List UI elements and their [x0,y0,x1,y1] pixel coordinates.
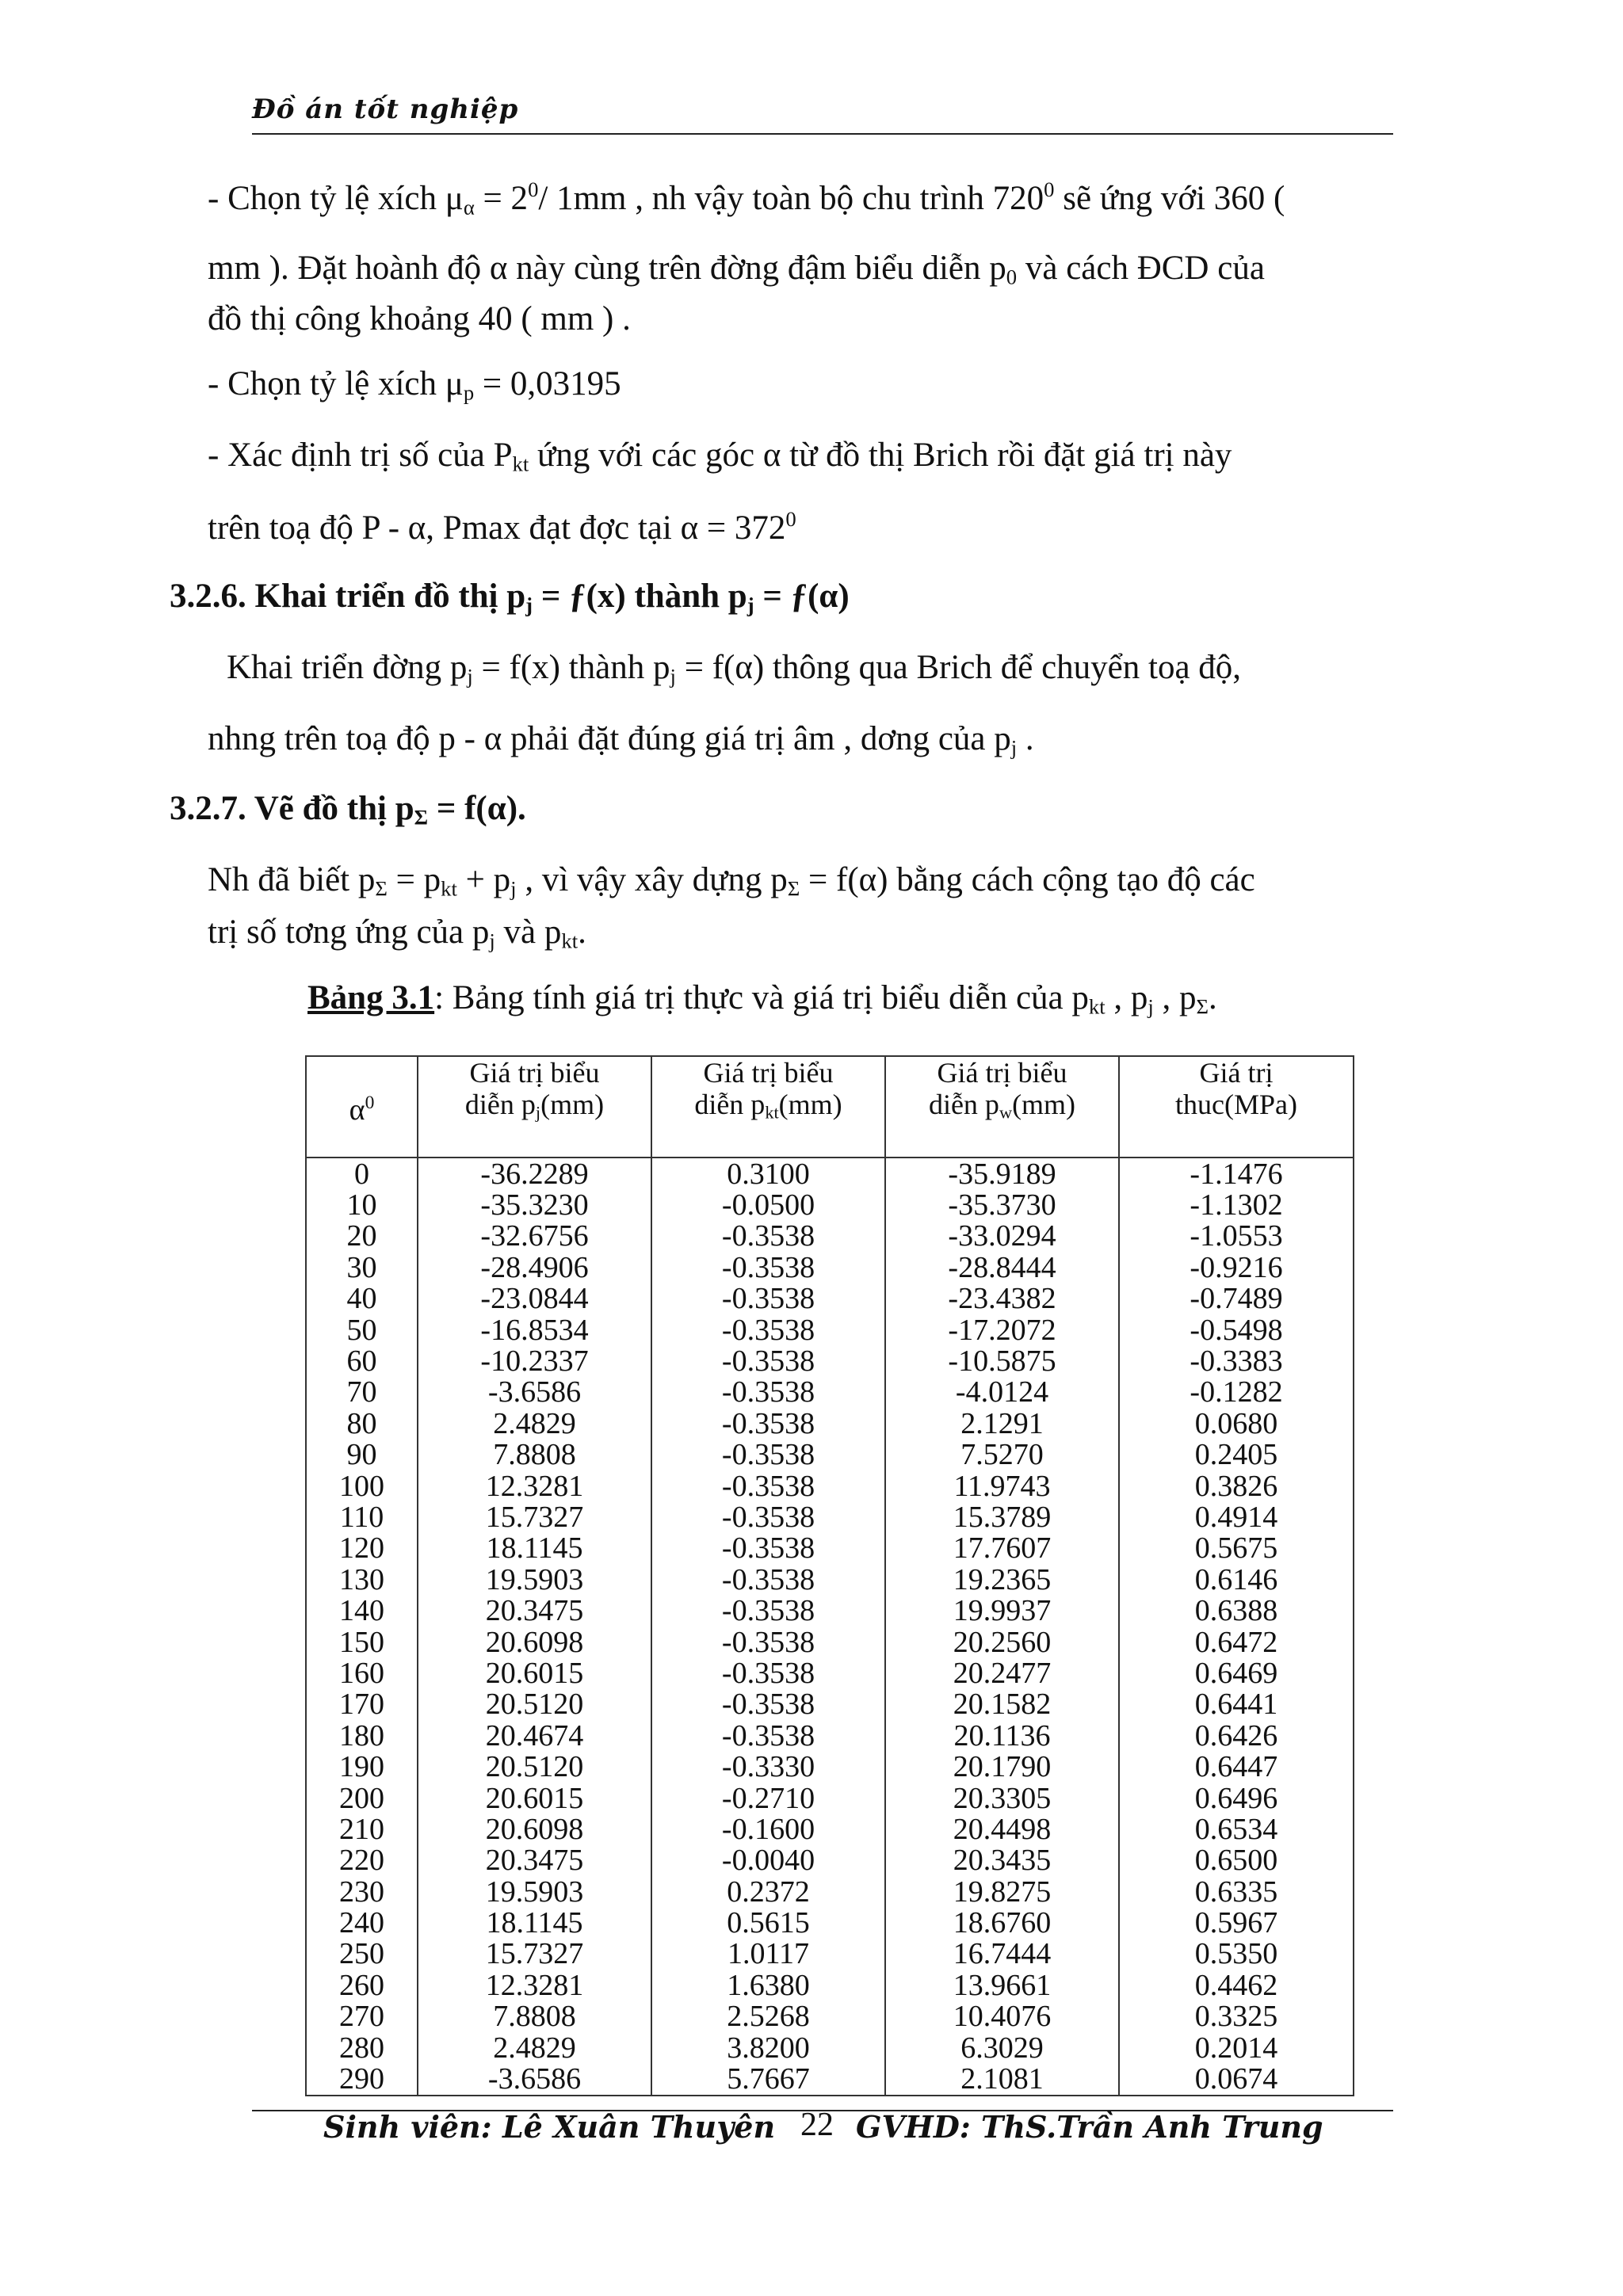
table-cell: 260 [306,1970,418,2000]
table-cell: -0.3538 [651,1440,885,1470]
page-header [252,93,1393,125]
table-cell: -0.1282 [1119,1377,1354,1408]
table-cell: 19.2365 [885,1564,1119,1595]
paragraph-sign-pj: nhng trên toạ độ p - α phải đặt đúng giá trị âm , dơng của $p_j$ . [208,720,1034,760]
table-cell: 20.2477 [885,1657,1119,1688]
table-cell: 17.7607 [885,1533,1119,1564]
table-header-row [306,1056,1354,1158]
table-cell: 18.1145 [418,1907,651,1938]
table-row [306,1845,1354,1876]
table-row [306,1501,1354,1532]
table-cell: -33.0294 [885,1221,1119,1252]
table-row [306,1221,1354,1252]
table-row [306,2001,1354,2032]
header-pj: Giá trị biểu diễn $p_j(mm)$ [418,1056,651,1158]
table-row [306,1252,1354,1283]
table-row [306,1689,1354,1720]
table-cell: 18.1145 [418,1533,651,1564]
paragraph-pmax: trên toạ độ P - α, Pmax đạt đợc tại $\alpha = 372^0$ [208,507,796,547]
table-cell: -0.3538 [651,1408,885,1439]
table-cell: -17.2072 [885,1314,1119,1345]
table-cell: -1.0553 [1119,1221,1354,1252]
table-row [306,1970,1354,2000]
table-cell: 20.1582 [885,1689,1119,1720]
table-cell: -0.3538 [651,1283,885,1314]
table-cell: 240 [306,1907,418,1938]
table-cell: 7.5270 [885,1440,1119,1470]
paragraph-pkt: - Xác định trị số của $P_{kt}$ ứng với các góc α từ đồ thị Brich rồi đặt giá trị này [208,437,1232,476]
table-cell: 0.5615 [651,1907,885,1938]
table-cell: 0.0674 [1119,2063,1354,2095]
table-cell: 2.5268 [651,2001,885,2032]
table-cell: -0.3538 [651,1689,885,1720]
table-cell: -32.6756 [418,1221,651,1252]
table-cell: -0.3538 [651,1501,885,1532]
table-cell: 220 [306,1845,418,1876]
table-cell: -0.3538 [651,1657,885,1688]
table-cell: 160 [306,1657,418,1688]
table-cell: 20.5120 [418,1751,651,1782]
table-caption: Bảng 3.1: Bảng tính giá trị thực và giá trị biểu diễn của $p_{kt}$ , $p_j$ , $p_\Sigma$. [307,979,1217,1019]
table-cell: 2.1291 [885,1408,1119,1439]
table-cell: 170 [306,1689,418,1720]
header-title: Đồ án tốt nghiệp [252,93,519,125]
table-cell: 7.8808 [418,1440,651,1470]
table-row [306,1345,1354,1376]
table-row [306,1470,1354,1501]
header-alpha: $\alpha^0$ [306,1056,418,1158]
table-cell: -0.3538 [651,1345,885,1376]
paragraph-psum: Nh đã biết $p_\Sigma = p_{kt} + p_j$ , vì vậy xây dựng $p_\Sigma = f(\alpha)$ bằng cách cộng tạo độ các [208,861,1255,901]
table-cell: 70 [306,1377,418,1408]
table-cell: 3.8200 [651,2032,885,2063]
table-cell: 0.6146 [1119,1564,1354,1595]
table-cell: 130 [306,1564,418,1595]
footer-advisor: GVHD: ThS.Trần Anh Trung [856,2109,1323,2145]
table-cell: -0.3538 [651,1252,885,1283]
table-cell: 16.7444 [885,1939,1119,1970]
table-cell: 150 [306,1627,418,1657]
heading-3-2-6: 3.2.6. Khai triển đồ thị $p_j$ = ƒ(x) thành $p_j$ = ƒ(α) [170,578,850,617]
table-cell: 20.6098 [418,1814,651,1844]
table-cell: 100 [306,1470,418,1501]
table-cell: -0.3538 [651,1221,885,1252]
table-cell: -35.3730 [885,1189,1119,1220]
table-cell: 0.6335 [1119,1876,1354,1907]
table-cell: -23.0844 [418,1283,651,1314]
table-cell: 20.5120 [418,1689,651,1720]
paragraph-corresponding: trị số tơng ứng của $p_j$ và $p_{kt}$. [208,913,586,953]
table-cell: 0.6534 [1119,1814,1354,1844]
table-cell: 2.1081 [885,2063,1119,2095]
paragraph-scale-alpha: - Chọn tỷ lệ xích $\mu_\alpha = 2^0/$ 1mm , nh vậy toàn bộ chu trình $720^0$ sẽ ứng với 360 ( [208,177,1285,219]
table-cell: 1.0117 [651,1939,885,1970]
table-cell: 19.9937 [885,1595,1119,1626]
table-cell: -0.0500 [651,1189,885,1220]
table-row [306,1189,1354,1220]
table-cell: -23.4382 [885,1283,1119,1314]
table-row [306,1314,1354,1345]
table-cell: 0.5350 [1119,1939,1354,1970]
table-cell: 20.3475 [418,1595,651,1626]
table-cell: -0.5498 [1119,1314,1354,1345]
table-cell: 5.7667 [651,2063,885,2095]
table-cell: 50 [306,1314,418,1345]
table-cell: 0.3100 [651,1158,885,1189]
table-cell: -28.4906 [418,1252,651,1283]
table-cell: -0.0040 [651,1845,885,1876]
table-cell: 20.1136 [885,1720,1119,1751]
table-cell: 2.4829 [418,1408,651,1439]
table-cell: 0.2405 [1119,1440,1354,1470]
table-cell: -0.3538 [651,1533,885,1564]
table-cell: -36.2289 [418,1158,651,1189]
table-cell: -28.8444 [885,1252,1119,1283]
table-cell: 20.3435 [885,1845,1119,1876]
table-cell: 0.0680 [1119,1408,1354,1439]
table-cell: -0.1600 [651,1814,885,1844]
table-cell: -0.3383 [1119,1345,1354,1376]
table-cell: -0.3538 [651,1595,885,1626]
table-cell: -0.3538 [651,1470,885,1501]
table-cell: -10.5875 [885,1345,1119,1376]
table-cell: 20.4498 [885,1814,1119,1844]
table-cell: 0.6441 [1119,1689,1354,1720]
page-number: 22 [800,2107,834,2143]
table-cell: 0.6426 [1119,1720,1354,1751]
table-cell: 19.5903 [418,1564,651,1595]
table-cell: -1.1476 [1119,1158,1354,1189]
table-cell: 20.1790 [885,1751,1119,1782]
table-cell: 0.5675 [1119,1533,1354,1564]
table-cell: 90 [306,1440,418,1470]
table-cell: 190 [306,1751,418,1782]
table-row [306,1783,1354,1814]
table-cell: 270 [306,2001,418,2032]
table-cell: 10.4076 [885,2001,1119,2032]
table-cell: 0.4462 [1119,1970,1354,2000]
table-cell: 0.6388 [1119,1595,1354,1626]
header-pkt: Giá trị biểu diễn $p_{kt}(mm)$ [651,1056,885,1158]
table-row [306,1939,1354,1970]
footer-student: Sinh viên: Lê Xuân Thuyên [323,2109,776,2145]
table-row [306,1657,1354,1688]
table-cell: 0.4914 [1119,1501,1354,1532]
table-row [306,2032,1354,2063]
table-row [306,1440,1354,1470]
table-cell: 13.9661 [885,1970,1119,2000]
table-cell: 20.6015 [418,1657,651,1688]
table-row [306,1627,1354,1657]
table-cell: 0 [306,1158,418,1189]
table-cell: 10 [306,1189,418,1220]
table-cell: 0.5967 [1119,1907,1354,1938]
table-cell: 20.2560 [885,1627,1119,1657]
table-row [306,1751,1354,1782]
table-cell: 60 [306,1345,418,1376]
table-cell: 230 [306,1876,418,1907]
table-cell: 19.8275 [885,1876,1119,1907]
table-cell: 7.8808 [418,2001,651,2032]
table-cell: -0.7489 [1119,1283,1354,1314]
table-cell: -35.3230 [418,1189,651,1220]
pressure-table [305,1055,1354,2096]
paragraph-abscissa: mm ). Đặt hoành độ α này cùng trên đờng đậm biểu diễn $p_0$ và cách ĐCD của [208,250,1265,289]
header-pw: Giá trị biểu diễn $p_w(mm)$ [885,1056,1119,1158]
table-cell: 0.3325 [1119,2001,1354,2032]
table-row [306,1595,1354,1626]
paragraph-expand-pj: Khai triển đờng $p_j = f(x)$ thành $p_j = f(\alpha)$ thông qua Brich để chuyển toạ độ, [227,649,1242,688]
table-cell: 280 [306,2032,418,2063]
table-cell: 0.6469 [1119,1657,1354,1688]
table-cell: 20.6015 [418,1783,651,1814]
table-cell: 12.3281 [418,1470,651,1501]
table-row [306,2063,1354,2095]
table-cell: 0.6496 [1119,1783,1354,1814]
table-row [306,1907,1354,1938]
table-row [306,1814,1354,1844]
table-cell: 140 [306,1595,418,1626]
table-cell: -1.1302 [1119,1189,1354,1220]
table-cell: -10.2337 [418,1345,651,1376]
table-cell: -3.6586 [418,1377,651,1408]
table-cell: -0.3330 [651,1751,885,1782]
table-cell: 0.2014 [1119,2032,1354,2063]
paragraph-distance: đồ thị công khoảng 40 ( mm ) . [208,300,631,338]
table-cell: -0.3538 [651,1564,885,1595]
table-cell: 12.3281 [418,1970,651,2000]
table-cell: 20 [306,1221,418,1252]
table-cell: -3.6586 [418,2063,651,2095]
table-cell: 15.7327 [418,1501,651,1532]
table-row [306,1720,1354,1751]
table-cell: 0.6472 [1119,1627,1354,1657]
table-row [306,1876,1354,1907]
table-cell: 20.3305 [885,1783,1119,1814]
table-cell: 180 [306,1720,418,1751]
table-cell: 210 [306,1814,418,1844]
paragraph-scale-p: - Chọn tỷ lệ xích $\mu_p = 0,03195$ [208,365,621,405]
table-row [306,1564,1354,1595]
table-cell: -0.3538 [651,1314,885,1345]
table-cell: -0.2710 [651,1783,885,1814]
heading-3-2-7: 3.2.7. Vẽ đồ thị $p_\Sigma = f(\alpha)$. [170,790,526,830]
table-cell: -0.3538 [651,1377,885,1408]
table-cell: 0.6447 [1119,1751,1354,1782]
table-cell: -35.9189 [885,1158,1119,1189]
table-cell: 200 [306,1783,418,1814]
table-row [306,1283,1354,1314]
table-cell: 40 [306,1283,418,1314]
table-row [306,1533,1354,1564]
table-cell: 20.4674 [418,1720,651,1751]
table-cell: 20.3475 [418,1845,651,1876]
table-cell: 0.3826 [1119,1470,1354,1501]
table-cell: 6.3029 [885,2032,1119,2063]
table-row [306,1158,1354,1189]
table-cell: 1.6380 [651,1970,885,2000]
table-cell: 18.6760 [885,1907,1119,1938]
table-cell: 0.2372 [651,1876,885,1907]
table-row [306,1408,1354,1439]
header-real-value: Giá trị thuc(MPa) [1119,1056,1354,1158]
table-cell: 30 [306,1252,418,1283]
table-cell: 19.5903 [418,1876,651,1907]
table-body [306,1158,1354,2096]
table-cell: 110 [306,1501,418,1532]
table-cell: -4.0124 [885,1377,1119,1408]
table-cell: 20.6098 [418,1627,651,1657]
table-row [306,1377,1354,1408]
table-cell: -0.9216 [1119,1252,1354,1283]
table-cell: 0.6500 [1119,1845,1354,1876]
table-cell: 250 [306,1939,418,1970]
table-cell: 80 [306,1408,418,1439]
table-cell: -0.3538 [651,1627,885,1657]
table-cell: 120 [306,1533,418,1564]
table-cell: -0.3538 [651,1720,885,1751]
table-cell: 2.4829 [418,2032,651,2063]
table-cell: -16.8534 [418,1314,651,1345]
table-cell: 15.7327 [418,1939,651,1970]
table-cell: 290 [306,2063,418,2095]
table-caption-label: Bảng 3.1 [307,979,435,1016]
table-cell: 15.3789 [885,1501,1119,1532]
header-rule [252,133,1393,135]
table-cell: 11.9743 [885,1470,1119,1501]
